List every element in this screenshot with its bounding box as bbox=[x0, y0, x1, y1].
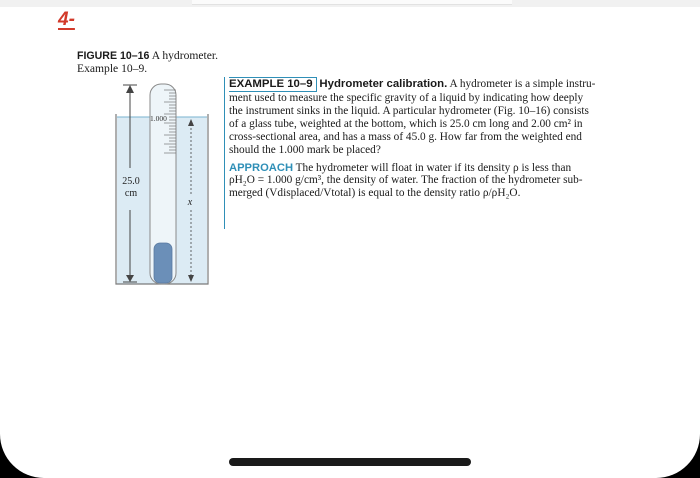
approach-line-1 bbox=[229, 162, 643, 175]
example-line-1 bbox=[229, 77, 643, 92]
figure-caption-text: A hydrometer. bbox=[149, 49, 219, 62]
figure-id: FIGURE 10–16 bbox=[77, 50, 150, 62]
figure-example-ref: Example 10–9. bbox=[77, 62, 148, 75]
mark-label: 1.000 bbox=[150, 114, 167, 123]
weighted-end bbox=[154, 243, 172, 283]
approach-line-3: merged (Vdisplaced/Vtotal) is equal to the density ratio ρ/ρH₂O. bbox=[229, 187, 521, 200]
home-indicator[interactable] bbox=[229, 458, 471, 466]
approach-label: APPROACH bbox=[229, 161, 294, 174]
example-line-4: of a glass tube, weighted at the bottom, which is 25.0 cm long and 2.00 cm² in bbox=[229, 117, 583, 130]
example-text-1: A hydrometer is a simple instru- bbox=[449, 78, 596, 90]
example-line-5: cross-sectional area, and has a mass of 45.0 g. How far from the weighted end bbox=[229, 130, 582, 143]
problem-number: 4- bbox=[58, 9, 75, 30]
length-unit: cm bbox=[124, 188, 138, 199]
x-label: x bbox=[187, 197, 193, 208]
arrow-up bbox=[126, 85, 134, 93]
example-heading: EXAMPLE 10–9 bbox=[229, 77, 317, 92]
example-line-3: the instrument sinks in the liquid. A particular hydrometer (Fig. 10–16) consists bbox=[229, 104, 589, 117]
example-block bbox=[229, 77, 643, 200]
hydrometer-figure bbox=[0, 0, 230, 300]
top-bar-center bbox=[192, 0, 512, 5]
approach-text-1: The hydrometer will float in water if its density ρ is less than bbox=[293, 161, 572, 174]
approach-line-2: ρH₂O = 1.000 g/cm³, the density of water. The fraction of the hydrometer sub- bbox=[229, 174, 583, 187]
example-line-6: should the 1.000 mark be placed? bbox=[229, 143, 381, 156]
example-rule bbox=[224, 77, 225, 229]
length-value: 25.0 bbox=[122, 176, 140, 187]
example-title: Hydrometer calibration. bbox=[319, 78, 448, 90]
example-line-2: ment used to measure the specific gravity of a liquid by indicating how deeply bbox=[229, 92, 584, 104]
